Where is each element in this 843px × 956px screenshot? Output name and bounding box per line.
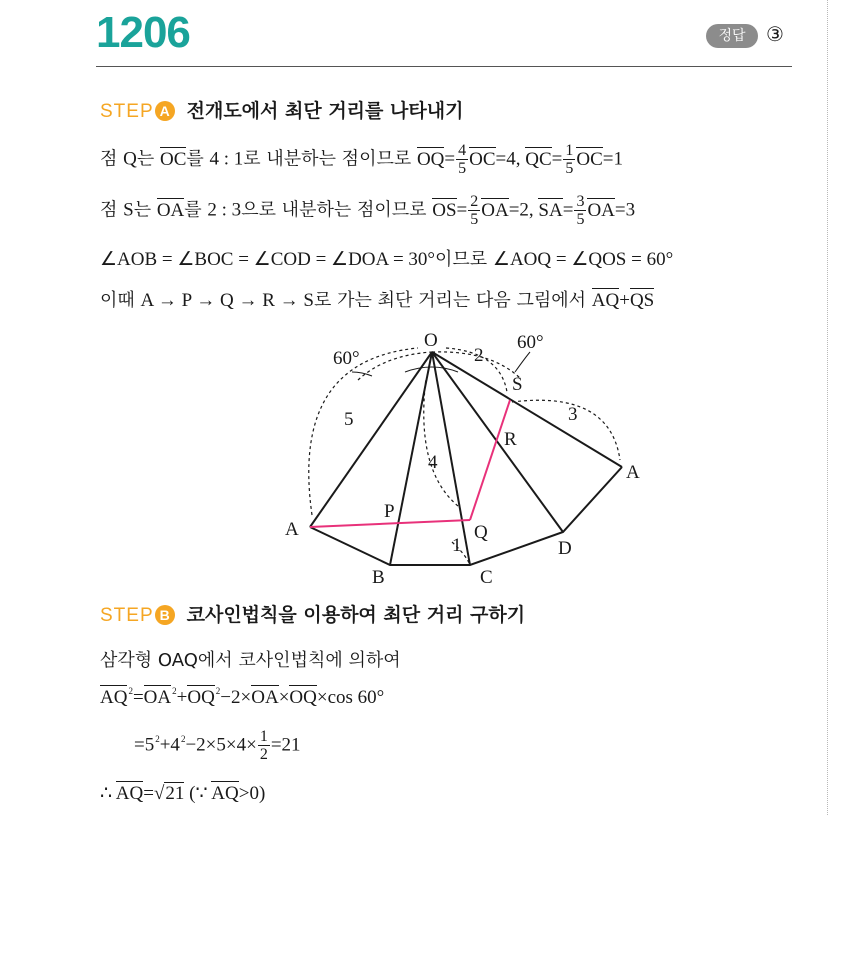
label-length-2: 2 xyxy=(474,345,484,366)
segment-OC: OC xyxy=(469,148,496,170)
condition: >0) xyxy=(238,783,266,804)
label-B: B xyxy=(372,567,385,588)
text: 를 xyxy=(184,199,208,221)
label-O: O xyxy=(424,330,438,351)
equals: = xyxy=(444,148,456,170)
segment-AQ: AQ xyxy=(115,783,144,804)
fraction-1-2 xyxy=(258,728,270,763)
label-length-1: 1 xyxy=(452,535,462,556)
times: × xyxy=(278,687,290,708)
equals: = xyxy=(551,148,563,170)
segment-OA: OA xyxy=(587,199,615,221)
result: =21 xyxy=(270,734,301,756)
label-Q: Q xyxy=(474,522,488,543)
text: 는 xyxy=(136,148,160,170)
segment-AQ: AQ xyxy=(100,687,128,708)
step-a-letter-badge: A xyxy=(155,101,175,121)
text: 으로 내분하는 점이므로 xyxy=(241,199,433,221)
point-Q: Q xyxy=(123,148,137,170)
label-S: S xyxy=(512,374,523,395)
value: =2, xyxy=(508,199,539,221)
base-edges xyxy=(310,467,622,565)
text: 이때 xyxy=(100,290,141,311)
text: 이므로 xyxy=(435,249,493,270)
angle-equation: ∠AOB = ∠BOC = ∠COD = ∠DOA = 30° xyxy=(100,249,436,270)
segment-AQ: AQ xyxy=(591,290,620,311)
exponent: 2 xyxy=(180,733,186,744)
edge-OB xyxy=(390,352,432,565)
equals-root: =√ xyxy=(143,783,165,804)
equals: = xyxy=(456,199,468,221)
numerator: 2 xyxy=(470,193,479,210)
step-b-word: STEP xyxy=(100,605,154,626)
step-b-line-3 xyxy=(134,728,301,763)
segment-OA: OA xyxy=(481,199,509,221)
ratio: 4 : 1 xyxy=(209,148,244,170)
therefore-symbol: ∴ xyxy=(100,783,116,804)
edge-OA-left xyxy=(310,352,432,527)
answer-value: ③ xyxy=(766,22,784,46)
because-symbol: (∵ xyxy=(184,783,212,804)
step-a-title: 전개도에서 최단 거리를 나타내기 xyxy=(186,100,464,122)
value: =1 xyxy=(602,148,623,170)
label-D: D xyxy=(558,538,572,559)
equals: = xyxy=(562,199,574,221)
cosine-term: ×cos 60° xyxy=(316,687,385,708)
segment-OS: OS xyxy=(432,199,457,221)
exponent: 2 xyxy=(128,686,133,696)
label-C: C xyxy=(480,567,493,588)
segment-OQ: OQ xyxy=(416,148,445,170)
step-b-title: 코사인법칙을 이용하여 최단 거리 구하기 xyxy=(186,604,526,626)
numerator: 4 xyxy=(458,142,467,159)
label-A-right: A xyxy=(626,462,640,483)
path-sequence: A → P → Q → R → S xyxy=(140,290,314,311)
segment-OQ: OQ xyxy=(187,687,215,708)
text: 는 xyxy=(133,199,157,221)
answer-label-badge: 정답 xyxy=(706,24,758,48)
minus-term: −2× xyxy=(220,687,252,708)
radicand: 21 xyxy=(165,783,185,804)
text: 로 가는 최단 거리는 다음 그림에서 xyxy=(314,290,592,311)
denominator: 5 xyxy=(470,211,479,228)
angle-equation: ∠AOQ = ∠QOS = 60° xyxy=(492,249,674,270)
step-b-heading xyxy=(100,600,525,627)
angle-arc-left xyxy=(358,352,432,380)
angle-arrow-left xyxy=(352,372,372,376)
step-b-line-1: 삼각형 OAQ에서 코사인법칙에 의하여 xyxy=(100,650,401,671)
segment-OC: OC xyxy=(576,148,603,170)
point-S: S xyxy=(123,199,134,221)
edge-OD xyxy=(432,352,563,532)
term: =5 xyxy=(134,734,155,756)
segment-SA: SA xyxy=(538,199,563,221)
term: +4 xyxy=(159,734,180,756)
segment-QS: QS xyxy=(629,290,655,311)
exponent: 2 xyxy=(172,686,177,696)
ratio: 2 : 3 xyxy=(207,199,242,221)
problem-number: 1206 xyxy=(96,8,190,57)
label-A-left: A xyxy=(285,519,299,540)
text: 로 내분하는 점이므로 xyxy=(243,148,417,170)
label-angle-left: 60° xyxy=(333,348,360,369)
denominator: 2 xyxy=(259,746,268,763)
label-P: P xyxy=(384,501,395,522)
plus: + xyxy=(619,290,630,311)
value: =3 xyxy=(614,199,636,221)
angle-mark-inner xyxy=(405,367,458,372)
numerator: 3 xyxy=(576,193,585,210)
exponent: 2 xyxy=(155,733,160,744)
label-length-5: 5 xyxy=(344,409,354,430)
step-a-word: STEP xyxy=(100,101,154,122)
value: =4, xyxy=(495,148,526,170)
edge-OC xyxy=(432,352,470,565)
segment-AQ: AQ xyxy=(211,783,239,804)
plus: + xyxy=(176,687,188,708)
edge-OA-right xyxy=(432,352,622,467)
equals: = xyxy=(132,687,144,708)
label-angle-right: 60° xyxy=(517,332,544,353)
segment-OA: OA xyxy=(143,687,172,708)
segment-OC: OC xyxy=(159,148,187,170)
text: 점 xyxy=(100,199,124,221)
label-length-4: 4 xyxy=(428,452,438,473)
denominator: 5 xyxy=(458,160,467,177)
text: 점 xyxy=(100,148,124,170)
step-b-line-4 xyxy=(100,782,265,805)
numerator: 1 xyxy=(565,142,574,159)
exponent: 2 xyxy=(215,686,221,696)
denominator: 5 xyxy=(576,211,585,228)
segment-OA: OA xyxy=(156,199,185,221)
segment-OA: OA xyxy=(251,687,279,708)
step-b-letter-badge: B xyxy=(155,605,175,625)
text: 를 xyxy=(186,148,210,170)
term: −2×5×4× xyxy=(185,734,257,756)
shortest-path-QS xyxy=(470,400,510,520)
label-R: R xyxy=(504,429,517,450)
denominator: 5 xyxy=(565,160,574,177)
segment-OQ: OQ xyxy=(289,687,317,708)
numerator: 1 xyxy=(259,728,268,745)
angle-arrow-right xyxy=(515,352,530,372)
segment-QC: QC xyxy=(525,148,552,170)
step-b-line-2 xyxy=(100,686,384,709)
label-length-3: 3 xyxy=(568,404,578,425)
